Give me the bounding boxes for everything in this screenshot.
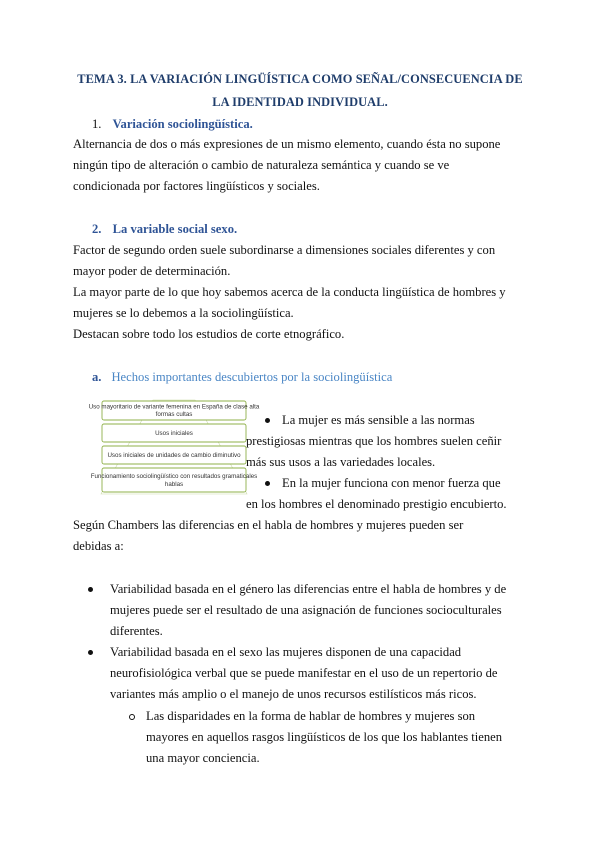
pyramid-level-1-text-b: formas cultas: [155, 411, 193, 418]
bullet-circle-icon: [129, 714, 135, 720]
side-bullet-1-line-3: más sus usos a las variedades locales.: [246, 455, 436, 469]
section2-line-3: La mayor parte de lo que hoy sabemos acerca de la conducta lingüística de hombres y: [73, 285, 506, 299]
list-subitem-line-3: una mayor conciencia.: [146, 751, 260, 765]
section1-line-2: ningún tipo de alteración o cambio de naturaleza semántica y cuando se ve: [73, 158, 450, 172]
side-bullet-2-text-1: En la mujer funciona con menor fuerza que: [282, 476, 501, 490]
section2-line-4: mujeres se lo debemos a la sociolingüística.: [73, 306, 294, 320]
pyramid-level-3-text: Usos iniciales de unidades de cambio diminutivo: [107, 452, 241, 459]
list-subitem-line-1: [146, 706, 475, 727]
pyramid-diagram: [88, 400, 260, 494]
side-bullet-2-line-1: [265, 473, 501, 494]
bullet-dot-icon: [88, 650, 93, 655]
list-item-1-line-3: diferentes.: [110, 624, 163, 638]
section2-heading: [92, 222, 237, 237]
section2-line-2: mayor poder de determinación.: [73, 264, 231, 278]
document-title-line1: TEMA 3. LA VARIACIÓN LINGÜÍSTICA COMO SEÑAL/CONSECUENCIA DE: [77, 72, 523, 86]
side-bullet-1-text-1: La mujer es más sensible a las normas: [282, 413, 475, 427]
section1-line-3: condicionada por factores lingüísticos y sociales.: [73, 179, 320, 193]
section2-number: 2.: [92, 222, 102, 236]
pyramid-level-4-text-b: hablas: [164, 481, 184, 488]
pyramid-level-1-text-a: Uso mayoritario de variante femenina en España de clase alta: [88, 403, 260, 411]
side-bullet-1-line-2: prestigiosas mientras que los hombres suelen ceñir: [246, 434, 502, 448]
document-title-line2: LA IDENTIDAD INDIVIDUAL.: [212, 95, 388, 109]
chambers-line-2: debidas a:: [73, 539, 124, 553]
section1-heading-text: Variación sociolingüística.: [112, 117, 253, 131]
list-subitem-text-1: Las disparidades en la forma de hablar de hombres y mujeres son: [146, 709, 476, 723]
section2-line-5: Destacan sobre todo los estudios de corte etnográfico.: [73, 327, 345, 341]
bullet-dot-icon: [265, 418, 270, 423]
bullet-dot-icon: [88, 587, 93, 592]
list-item-1-line-1: [110, 579, 506, 600]
subsection-a-heading: [92, 370, 392, 385]
subsection-a-label: a.: [92, 370, 102, 384]
pyramid-level-2-text: Usos iniciales: [155, 430, 193, 437]
list-item-1-text-1: Variabilidad basada en el género las diferencias entre el habla de hombres y de: [110, 582, 507, 596]
pyramid-level-4-text-a: Funcionamiento sociolingüístico con resultados gramaticales: [90, 473, 258, 480]
pyramid-level-4: [102, 468, 246, 492]
section2-line-1: Factor de segundo orden suele subordinarse a dimensiones sociales diferentes y con: [73, 243, 496, 257]
section1-heading: [92, 117, 253, 132]
section1-number: 1.: [92, 117, 102, 131]
list-item-2-line-2: neurofisiológica verbal que se puede manifestar en el uso de un repertorio de: [110, 666, 498, 680]
list-item-1-line-2: mujeres puede ser el resultado de una asignación de funciones socioculturales: [110, 603, 502, 617]
section2-heading-text: La variable social sexo.: [112, 222, 238, 236]
section1-line-1: Alternancia de dos o más expresiones de un mismo elemento, cuando ésta no supone: [73, 137, 501, 151]
subsection-a-heading-text: Hechos importantes descubiertos por la sociolingüística: [111, 370, 393, 384]
list-item-2-text-1: Variabilidad basada en el sexo las mujeres disponen de una capacidad: [110, 645, 462, 659]
side-bullet-2-line-2: en los hombres el denominado prestigio encubierto.: [246, 497, 507, 511]
side-bullet-1-line-1: [265, 410, 475, 431]
bullet-dot-icon: [265, 481, 270, 486]
list-item-2-line-3: variantes más amplio o el manejo de unos recursos estilísticos más ricos.: [110, 687, 477, 701]
chambers-line-1: Según Chambers las diferencias en el habla de hombres y mujeres pueden ser: [73, 518, 464, 532]
list-subitem-line-2: mayores en aquellos rasgos lingüísticos de los que los hablantes tienen: [146, 730, 503, 744]
list-item-2-line-1: [110, 642, 461, 663]
